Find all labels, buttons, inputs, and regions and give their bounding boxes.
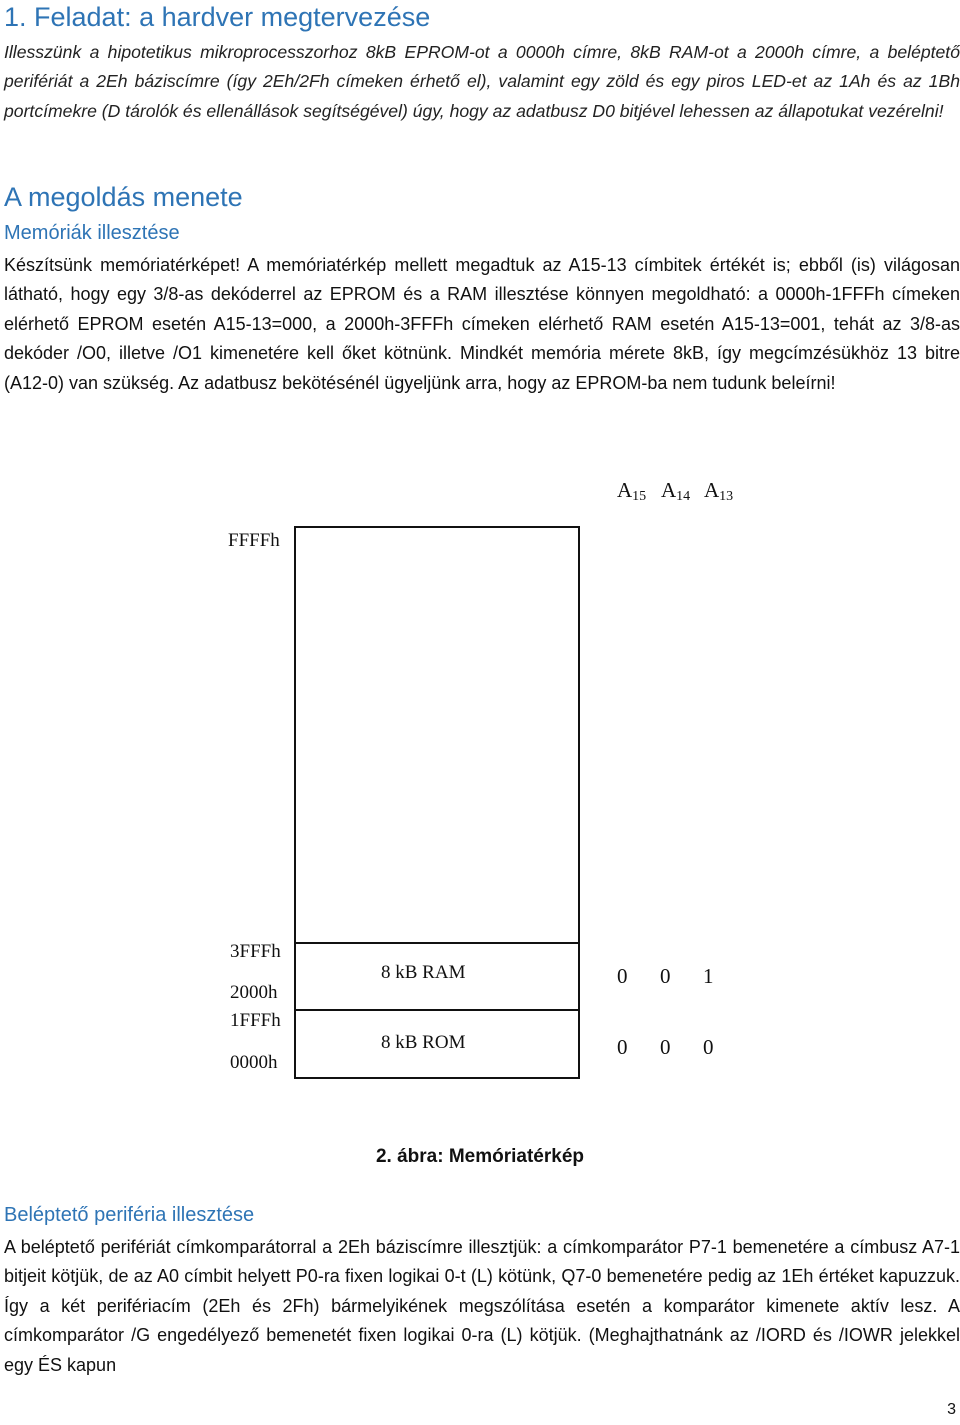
figure-caption: 2. ábra: Memóriatérkép (375, 1146, 585, 1167)
memory-map-box (295, 527, 579, 1078)
region-label-rom: 8 kB ROM (381, 1032, 466, 1053)
rom-bit-a13: 0 (703, 1035, 714, 1059)
ram-bit-a13: 1 (703, 964, 714, 988)
task-description: Illesszünk a hipotetikus mikroprocesszorhoz 8kB EPROM-ot a 0000h címre, 8kB RAM-ot a 2000h címre, a beléptető perifériát a 2Eh báziscímre (így 2Eh/2Fh címeken érhető el), valamint egy zöld és egy piros LED-et az 1Ah és az 1Bh portcímekre (D tárolók és ellenállások segítségével) úgy, hogy az adatbusz D0 bitjével lehessen az állapotukat vezérelni! (4, 42, 960, 121)
section-heading-solution: A megoldás menete (4, 182, 243, 212)
address-label-2000: 2000h (230, 982, 278, 1003)
rom-bit-a15: 0 (617, 1035, 628, 1059)
rom-bit-a14: 0 (660, 1035, 671, 1059)
page-number: 3 (947, 1401, 956, 1418)
ram-bit-a14: 0 (660, 964, 671, 988)
address-label-3fff: 3FFFh (230, 941, 281, 962)
memory-map-figure (0, 470, 960, 1100)
address-label-0000: 0000h (230, 1052, 278, 1073)
address-label-1fff: 1FFFh (230, 1010, 281, 1031)
subheading-peripheral: Beléptető periféria illesztése (4, 1204, 255, 1226)
region-label-ram: 8 kB RAM (381, 962, 466, 983)
header-a13: A13 (704, 478, 734, 504)
memory-paragraph: Készítsünk memóriatérképet! A memóriatérkép mellett megadtuk az A15-13 címbitek értékét is; ebből (is) világosan látható, hogy egy 3/8-as dekóderrel az EPROM és a RAM illesztése könnyen megoldható: a 0000h-1FFFh címeken elérhető EPROM esetén A15-13=000, a 2000h-3FFFh címeken elérhető RAM esetén A15-13=001, tehát az 3/8-as dekóder /O0, illetve /O1 kimenetére kell őket kötnünk. Mindkét memória mérete 8kB, így megcímzésükhöz 13 bitre (A12-0) van szükség. Az adatbusz bekötésénél ügyeljünk arra, hogy az EPROM-ba nem tudunk beleírni! (4, 255, 960, 393)
subheading-memory: Memóriák illesztése (4, 222, 180, 244)
address-label-ffff: FFFFh (228, 530, 280, 551)
ram-bit-a15: 0 (617, 964, 628, 988)
header-a14: A14 (661, 478, 691, 504)
peripheral-paragraph: A beléptető perifériát címkomparátorral a 2Eh báziscímre illesztjük: a címkomparátor P7-1 bemenetére a címbusz A7-1 bitjeit kötjük, de az A0 címbit helyett P0-ra fixen logikai 0-t (L) kötünk, Q7-0 bemenetére pedig az 1Eh értéket kapuzzuk. Így a két perifériacím (2Eh és 2Fh) bármelyikének megszólítása esetén a komparátor kimenete aktív lesz. A címkomparátor /G engedélyező bemenetét fixen logikai 0-ra (L) kötjük. (Meghajthatnánk az /IORD és /IOWR jelekkel egy ÉS kapun (4, 1237, 960, 1375)
header-a15: A15 (617, 478, 647, 504)
section-heading-task: 1. Feladat: a hardver megtervezése (4, 2, 431, 32)
